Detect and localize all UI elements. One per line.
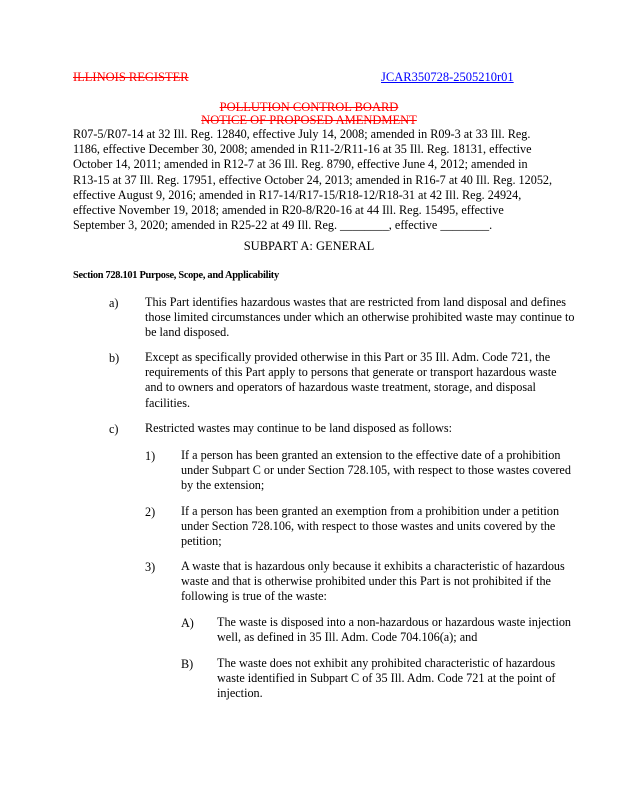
source-history: R07-5/R07-14 at 32 Ill. Reg. 12840, effective July 14, 2008; amended in R09-3 at 33 Ill. Reg. 1186, effective December 30, 2008; amended in R11-2/R11-16 at 35 Ill. Reg. 18131, effective October 14, 2011; amended in R12-7 at 36 Ill. Reg. 8790, effective June 4, 2012; amended in R13-15 at 37 Ill. Reg. 17951, effective October 24, 2013; amended in R16-7 at 40 Ill. Reg. 12052, effective August 9, 2016; amended in R17-14/R17-15/R18-12/R18-31 at 42 Ill. Reg. 24924, effective November 19, 2018; amended in R20-8/R20-16 at 44 Ill. Reg. 15495, effective September 3, 2020; amended in R25-22 at 49 Ill. Reg. ________, effective ________. — [73, 127, 553, 233]
item-c1-text: If a person has been granted an extension to the effective date of a prohibition under Subpart C or under Section 728.105, with respect to those wastes covered by the extension; — [181, 448, 571, 493]
board-title: POLLUTION CONTROL BOARD — [219, 100, 399, 114]
item-b-text: Except as specifically provided otherwise in this Part or 35 Ill. Adm. Code 721, the requirements of this Part apply to persons that generate or transport hazardous waste and to owners and operators of hazardous waste treatment, storage, and disposal facilities. — [145, 350, 557, 410]
item-c3B-text: The waste does not exhibit any prohibited characteristic of hazardous waste identified in Subpart C of 35 Ill. Adm. Code 721 at the point of injection. — [217, 656, 556, 701]
item-a-text: This Part identifies hazardous wastes that are restricted from land disposal and defines those limited circumstances under which an otherwise prohibited waste may continue to be land disposed. — [145, 295, 575, 340]
notice-title: NOTICE OF PROPOSED AMENDMENT — [201, 113, 417, 127]
item-c3-label: 3) — [145, 560, 156, 574]
item-b-label: b) — [109, 351, 120, 365]
item-c2-label: 2) — [145, 505, 156, 519]
item-c3B-label: B) — [181, 657, 194, 671]
item-c1-label: 1) — [145, 449, 156, 463]
item-c3A-text: The waste is disposed into a non-hazardous or hazardous waste injection well, as defined in 35 Ill. Adm. Code 704.106(a); and — [217, 615, 572, 645]
item-c3-text: A waste that is hazardous only because it exhibits a characteristic of hazardous waste and that is otherwise prohibited under this Part is not prohibited if the following is true of the waste: — [181, 559, 565, 604]
item-c3A-label: A) — [181, 616, 194, 630]
item-c-text: Restricted wastes may continue to be land disposed as follows: — [145, 421, 452, 435]
subpart-heading: SUBPART A: GENERAL — [243, 239, 375, 253]
jcar-code: JCAR350728-2505210r01 — [381, 70, 514, 84]
item-a-label: a) — [109, 296, 119, 310]
register-header: ILLINOIS REGISTER — [73, 70, 189, 84]
item-c-label: c) — [109, 422, 119, 436]
section-heading: Section 728.101 Purpose, Scope, and Applicability — [73, 270, 279, 281]
item-c2-text: If a person has been granted an exemption from a prohibition under a petition under Section 728.106, with respect to those wastes and units covered by the petition; — [181, 504, 560, 549]
